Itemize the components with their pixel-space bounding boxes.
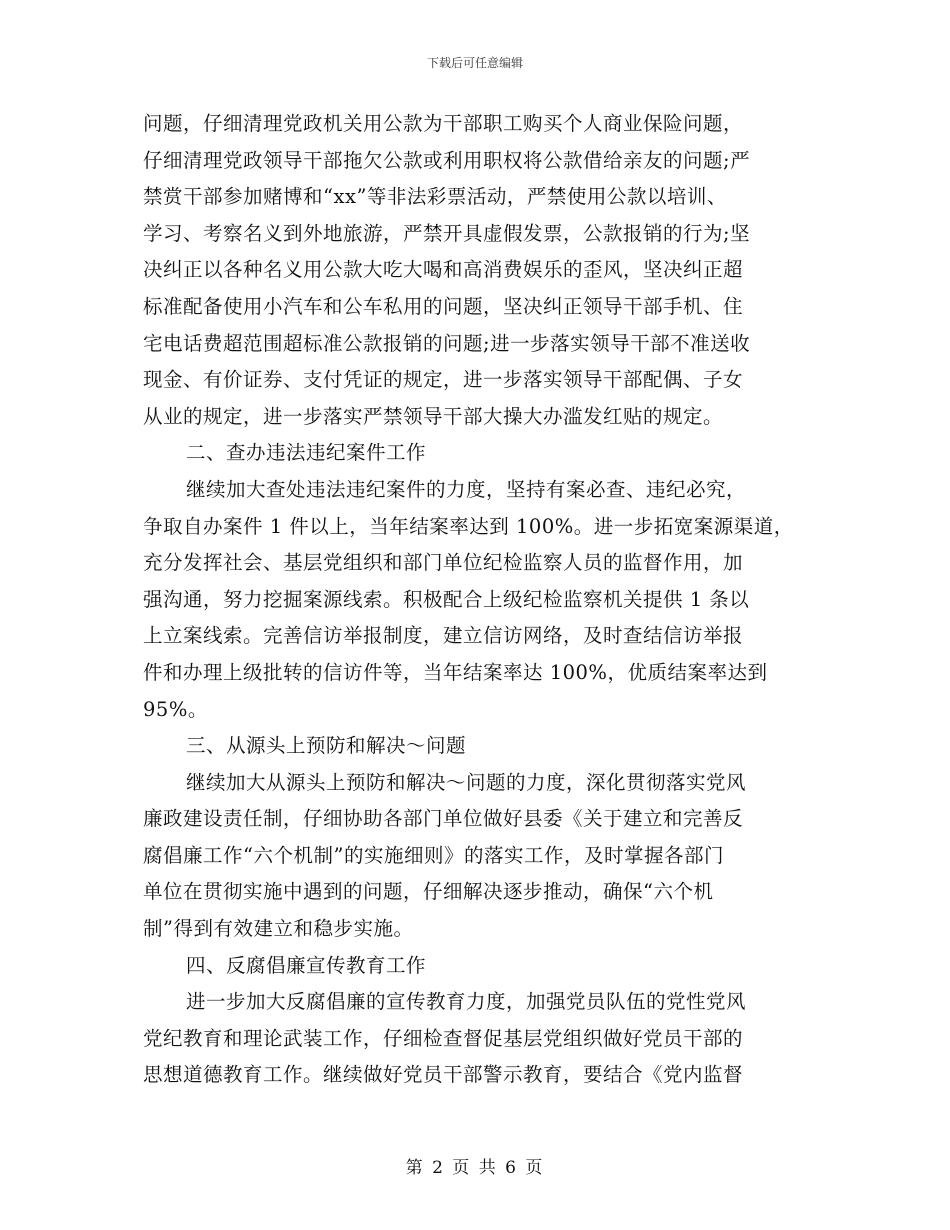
paragraph-line: 标准配备使用小汽车和公车私用的问题，坚决纠正领导干部手机、住: [143, 294, 744, 318]
page-header: 下载后可任意编辑: [426, 56, 523, 70]
section-heading: 二、查办违法违纪案件工作: [186, 441, 427, 465]
paragraph-line: 禁赏干部参加赌博和“xx”等非法彩票活动，严禁使用公款以培训、: [143, 185, 727, 209]
paragraph-line: 廉政建设责任制，仔细协助各部门单位做好县委《关于建立和完善反: [143, 807, 744, 831]
paragraph-line: 思想道德教育工作。继续做好党员干部警示教育，要结合《党内监督: [143, 1063, 744, 1087]
paragraph-line: 党纪教育和理论武装工作，仔细检查督促基层党组织做好党员干部的: [143, 1026, 744, 1050]
paragraph-line: 单位在贯彻实施中遇到的问题，仔细解决逐步推动，确保“六个机: [143, 880, 714, 904]
paragraph-line: 继续加大查处违法违纪案件的力度，坚持有案必查、违纪必究，: [186, 477, 747, 501]
paragraph-line: 腐倡廉工作“六个机制”的实施细则》的落实工作，及时掌握各部门: [143, 843, 724, 867]
paragraph-line: 决纠正以各种名义用公款大吃大喝和高消费娱乐的歪风，坚决纠正超: [143, 258, 744, 282]
paragraph-line: 争取自办案件 1 件以上，当年结案率达到 100%。进一步拓宽案源渠道，: [143, 514, 794, 538]
document-body: [143, 106, 803, 1094]
paragraph-line: 仔细清理党政领导干部拖欠公款或利用职权将公款借给亲友的问题;严: [143, 148, 751, 172]
paragraph-line: 继续加大从源头上预防和解决～问题的力度，深化贯彻落实党风: [186, 770, 747, 794]
paragraph-line: 件和办理上级批转的信访件等，当年结案率达 100%，优质结案率达到: [143, 660, 768, 684]
paragraph-line: 上立案线索。完善信访举报制度，建立信访网络，及时查结信访举报: [143, 624, 744, 648]
page-number: 第 2 页 共 6 页: [405, 1158, 545, 1178]
paragraph-line: 充分发挥社会、基层党组织和部门单位纪检监察人员的监督作用，加: [143, 551, 744, 575]
paragraph-line: 95%。: [143, 697, 208, 721]
paragraph-line: 强沟通，努力挖掘案源线索。积极配合上级纪检监察机关提供 1 条以: [143, 587, 750, 611]
paragraph-line: 从业的规定，进一步落实严禁领导干部大操大办滥发红贴的规定。: [143, 404, 724, 428]
paragraph-line: 宅电话费超范围超标准公款报销的问题;进一步落实领导干部不准送收: [143, 331, 751, 355]
paragraph-line: 学习、考察名义到外地旅游，严禁开具虚假发票，公款报销的行为;坚: [143, 221, 751, 245]
section-heading: 四、反腐倡廉宣传教育工作: [186, 953, 427, 977]
section-heading: 三、从源头上预防和解决～问题: [186, 734, 467, 758]
paragraph-line: 问题，仔细清理党政机关用公款为干部职工购买个人商业保险问题，: [143, 112, 744, 135]
paragraph-line: 现金、有价证券、支付凭证的规定，进一步落实领导干部配偶、子女: [143, 368, 744, 392]
paragraph-line: 进一步加大反腐倡廉的宣传教育力度，加强党员队伍的党性党风: [186, 990, 747, 1014]
paragraph-line: 制”得到有效建立和稳步实施。: [143, 917, 414, 941]
